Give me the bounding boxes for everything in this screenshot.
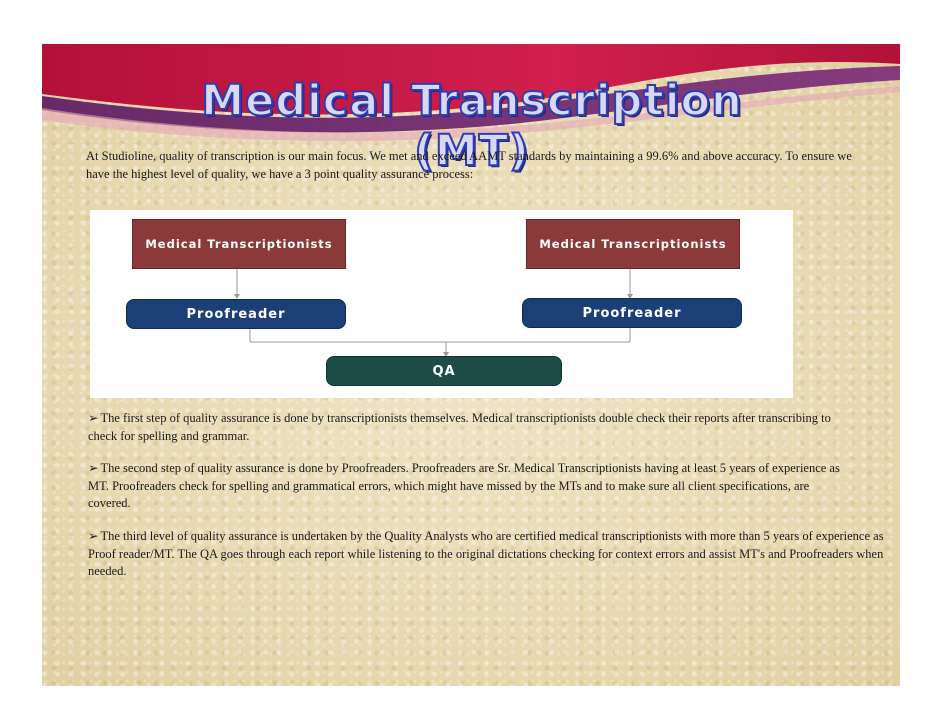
bullet-text: The second step of quality assurance is done by Proofreaders. Proofreaders are Sr. Medical Transcriptionists having at least 5 years of experience as MT. Proofreaders check for spelling and grammatical errors, which might have missed by the MTs and to make sure all client specifications, are covered. xyxy=(88,461,840,510)
qa-process-diagram xyxy=(90,210,793,398)
medical-transcriptionists-box-left: Medical Transcriptionists xyxy=(132,219,346,269)
intro-paragraph: At Studioline, quality of transcription is our main focus. We met and exceed AAMT standards by maintaining a 99.6% and above accuracy. To ensure we have the highest level of quality, we have a 3 point quality assurance process: xyxy=(86,149,852,181)
arrow-bullet-icon: ➢ xyxy=(88,461,99,475)
bullet-item-3 xyxy=(88,528,896,581)
bullet-text: The third level of quality assurance is undertaken by the Quality Analysts who are certified medical transcriptionists with more than 5 years of experience as Proof reader/MT. The QA goes through each report while listening to the original dictations checking for context errors and assist MT's and Proofreaders when needed. xyxy=(88,529,884,578)
slide xyxy=(42,44,900,686)
bullet-text: The first step of quality assurance is done by transcriptionists themselves. Medical transcriptionists double check their reports after transcribing to check for spelling and grammar. xyxy=(88,411,831,443)
arrow-bullet-icon: ➢ xyxy=(88,411,99,425)
medical-transcriptionists-box-right: Medical Transcriptionists xyxy=(526,219,740,269)
bullet-item-2 xyxy=(88,460,848,513)
bullet-item-1 xyxy=(88,410,848,445)
qa-box: QA xyxy=(326,356,562,386)
page-title: Medical Transcription (MT) xyxy=(201,76,743,176)
arrow-bullet-icon: ➢ xyxy=(88,529,99,543)
proofreader-box-left: Proofreader xyxy=(126,299,346,329)
proofreader-box-right: Proofreader xyxy=(522,298,742,328)
